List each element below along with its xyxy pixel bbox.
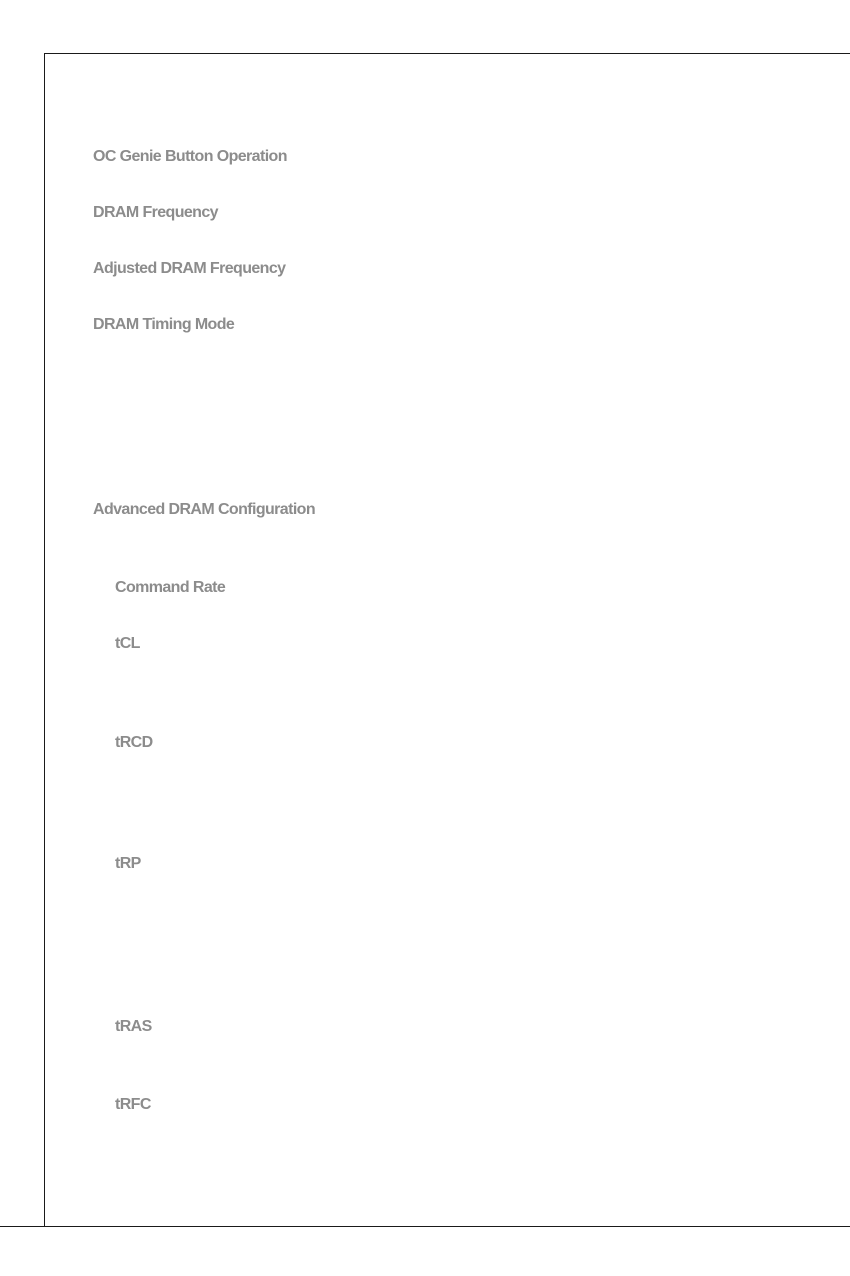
dram-frequency-label: DRAM Frequency: [93, 204, 218, 221]
trcd-label: tRCD: [115, 734, 153, 751]
advanced-dram-configuration-label: Advanced DRAM Configuration: [93, 501, 316, 518]
oc-genie-button-operation-label: OC Genie Button Operation: [93, 148, 287, 165]
trfc-label: tRFC: [115, 1096, 151, 1113]
adjusted-dram-frequency-label: Adjusted DRAM Frequency: [93, 260, 286, 277]
page-frame-top-rule: [44, 53, 850, 54]
page-frame-bottom-rule: [0, 1226, 850, 1227]
tras-label: tRAS: [115, 1018, 152, 1035]
trp-label: tRP: [115, 855, 141, 872]
dram-timing-mode-label: DRAM Timing Mode: [93, 316, 235, 333]
page-frame-left-rule: [44, 53, 45, 1227]
tcl-label: tCL: [115, 635, 140, 652]
command-rate-label: Command Rate: [115, 579, 226, 596]
